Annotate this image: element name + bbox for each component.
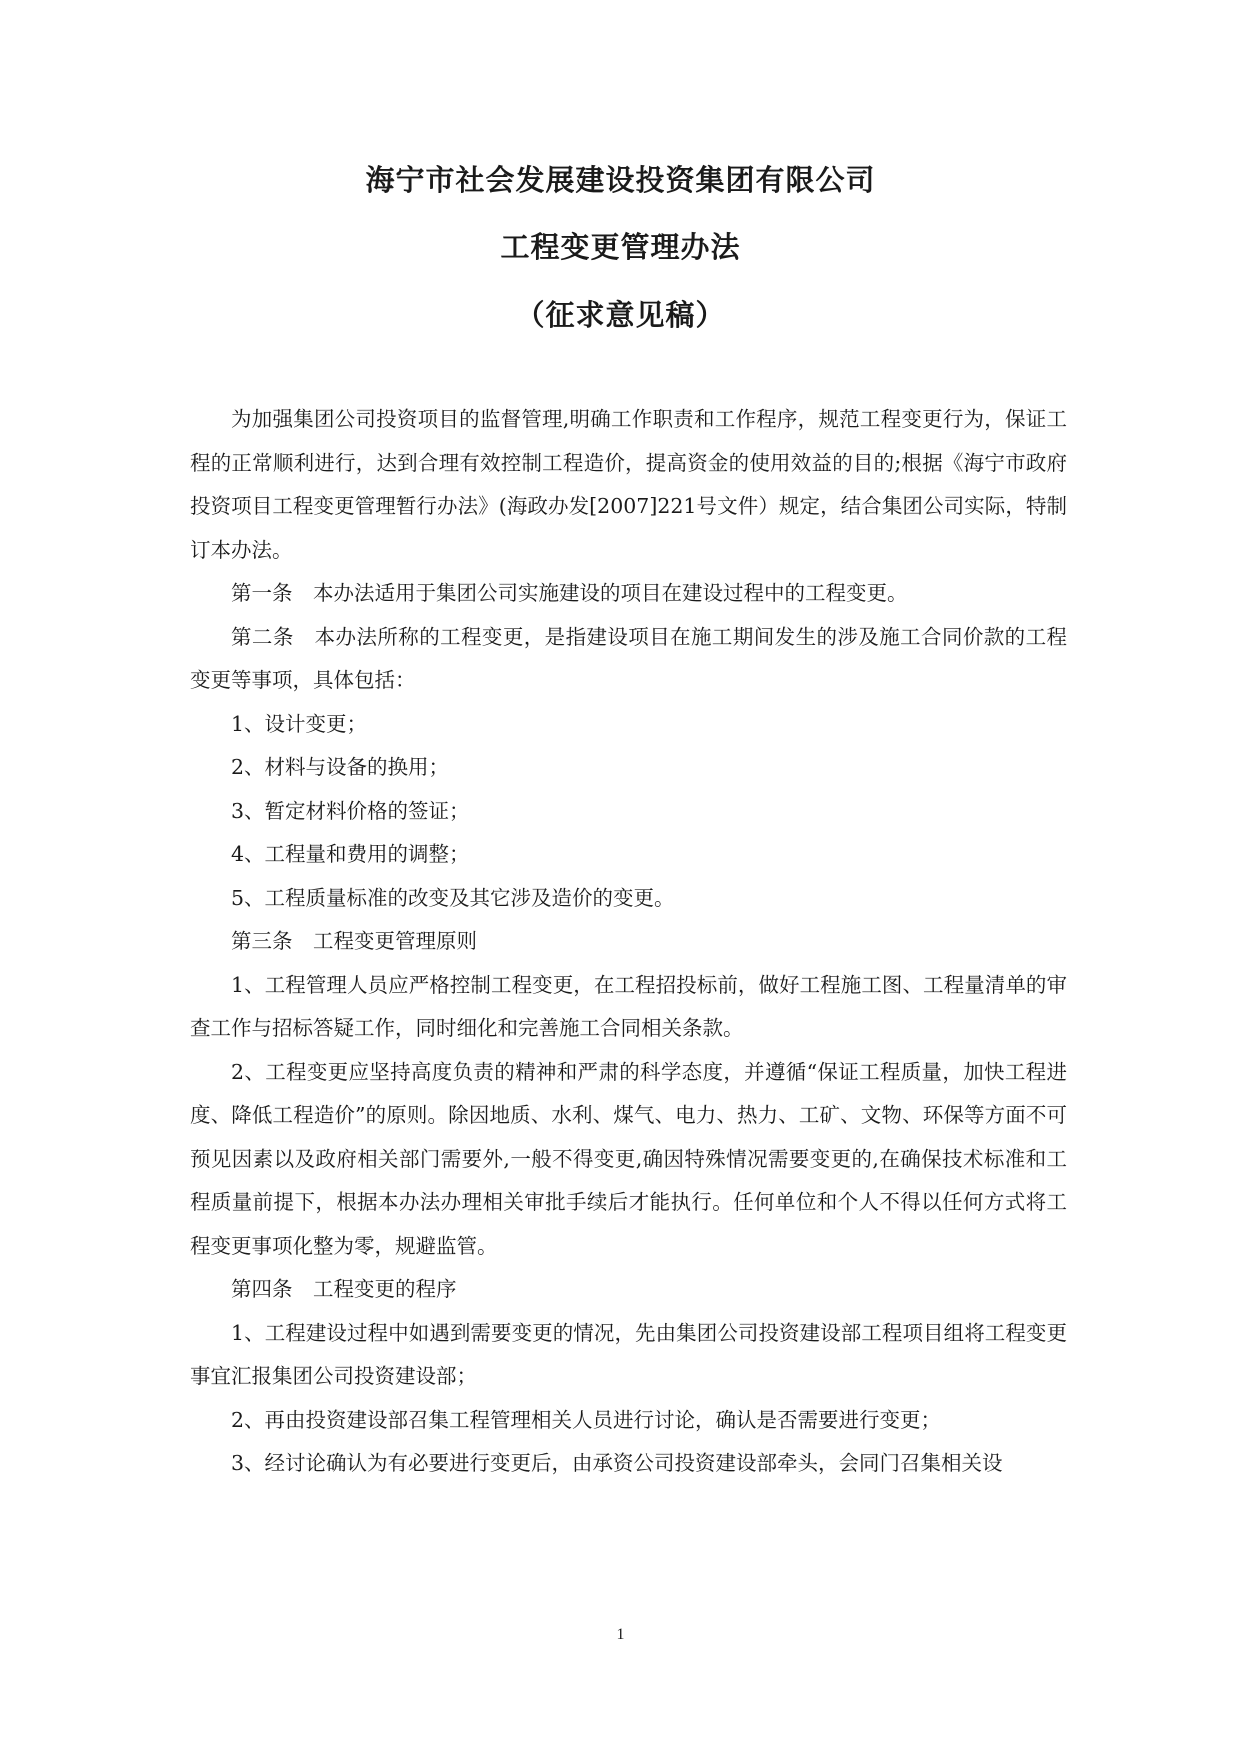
paragraph-article-1: 第一条 本办法适用于集团公司实施建设的项目在建设过程中的工程变更。 — [231, 581, 908, 605]
list-item: 1、工程建设过程中如遇到需要变更的情况，先由集团公司投资建设部工程项目组将工程变更事宜汇报集团公司投资建设部； — [190, 1320, 1067, 1388]
paragraph-intro: 为加强集团公司投资项目的监督管理,明确工作职责和工作程序，规范工程变更行为，保证工程的正常顺利进行，达到合理有效控制工程造价，提高资金的使用效益的目的;根据《海宁市政府投资项目工程变更管理暂行办法》(海政办发[2007]221号文件）规定，结合集团公司实际，特制订本办法。 — [190, 407, 1067, 562]
list-item: 1、工程管理人员应严格控制工程变更，在工程招投标前，做好工程施工图、工程量清单的审查工作与招标答疑工作，同时细化和完善施工合同相关条款。 — [190, 972, 1067, 1040]
list-item: 4、工程量和费用的调整； — [231, 842, 470, 866]
list-item: 3、经讨论确认为有必要进行变更后，由承资公司投资建设部牵头，会同门召集相关设 — [231, 1451, 1003, 1475]
list-item: 3、暂定材料价格的签证； — [231, 798, 470, 823]
paragraph-article-2: 第二条 本办法所称的工程变更，是指建设项目在施工期间发生的涉及施工合同价款的工程变更等事项，具体包括： — [190, 624, 1067, 692]
list-item: 5、工程质量标准的改变及其它涉及造价的变更。 — [231, 885, 675, 910]
list-item: 2、再由投资建设部召集工程管理相关人员进行讨论，确认是否需要进行变更； — [231, 1407, 942, 1432]
list-item: 2、材料与设备的换用； — [231, 755, 450, 779]
paragraph-article-4-heading: 第四条 工程变更的程序 — [231, 1277, 457, 1301]
document-title-company: 海宁市社会发展建设投资集团有限公司 — [365, 163, 876, 197]
document-title-subject: 工程变更管理办法 — [500, 230, 741, 264]
paragraph-article-3-heading: 第三条 工程变更管理原则 — [231, 929, 477, 953]
document-title-draft-note: （征求意见稿） — [515, 298, 726, 332]
document-body — [190, 398, 1067, 1486]
list-item: 1、设计变更； — [231, 711, 368, 736]
page-number: 1 — [616, 1626, 625, 1643]
list-item: 2、工程变更应坚持高度负责的精神和严肃的科学态度，并遵循“保证工程质量，加快工程进度、降低工程造价”的原则。除因地质、水利、煤气、电力、热力、工矿、文物、环保等方面不可预见因素以及政府相关部门需要外,一般不得变更,确因特殊情况需要变更的,在确保技术标准和工程质量前提下，根据本办法办理相关审批手续后才能执行。任何单位和个人不得以任何方式将工程变更事项化整为零，规避监管。 — [190, 1059, 1067, 1258]
